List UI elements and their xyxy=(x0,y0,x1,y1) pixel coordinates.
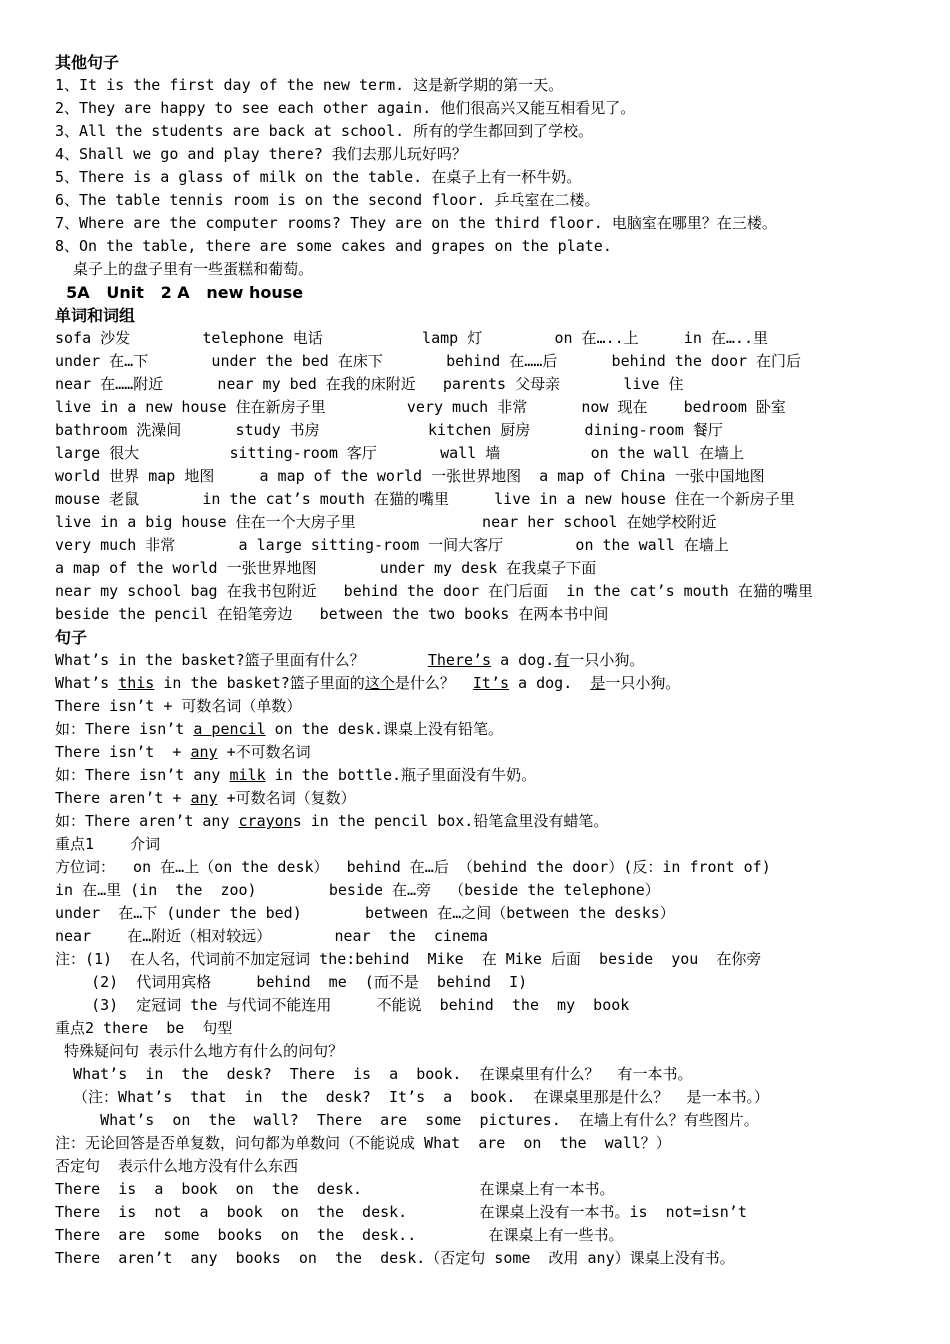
underlined-text: any xyxy=(190,743,218,761)
text-span: +可数名词（复数） xyxy=(217,789,356,807)
vocab-line: a map of the world 一张世界地图 under my desk 在我桌子下面 xyxy=(55,559,597,577)
grammar-line: 重点1 介词 xyxy=(55,835,161,853)
vocab-line: sofa 沙发 telephone 电话 lamp 灯 on 在…..上 in 在…..里 xyxy=(55,329,768,347)
grammar-line: （注：What’s that in the desk? It’s a book. 在课桌里那是什么？ 是一本书。） xyxy=(55,1088,770,1106)
text-span: 一只小狗。 xyxy=(569,651,645,669)
grammar-line: 否定句 表示什么地方没有什么东西 xyxy=(55,1157,299,1175)
text-span: There isn’t + xyxy=(55,743,191,761)
section-title-other-sentences: 其他句子 xyxy=(55,53,120,72)
text-span: What’s xyxy=(55,674,119,692)
unit-title: 5A Unit 2 A new house xyxy=(55,283,304,302)
grammar-line: There aren’t any books on the desk.（否定句 some 改用 any）课桌上没有书。 xyxy=(55,1249,735,1267)
sentence-line xyxy=(55,649,935,672)
grammar-line: 特殊疑问句 表示什么地方有什么的问句？ xyxy=(55,1042,344,1060)
sentence-line: 5、There is a glass of milk on the table. 在桌子上有一杯牛奶。 xyxy=(55,168,582,186)
vocab-line: mouse 老鼠 in the cat’s mouth 在猫的嘴里 live in a new house 住在一个新房子里 xyxy=(55,490,795,508)
text-span: +不可数名词 xyxy=(217,743,311,761)
vocab-line: world 世界 map 地图 a map of the world 一张世界地图 a map of China 一张中国地图 xyxy=(55,467,765,485)
text-span: in the basket?篮子里面的 xyxy=(154,674,365,692)
underlined-text: crayon xyxy=(238,812,293,830)
grammar-line: near 在…附近（相对较远） near the cinema xyxy=(55,927,489,945)
vocab-line: large 很大 sitting-room 客厅 wall 墙 on the wall 在墙上 xyxy=(55,444,744,462)
text-span: 如：There isn’t xyxy=(55,720,194,738)
text-span: a dog. xyxy=(491,651,555,669)
grammar-line: What’s on the wall? There are some pictures. 在墙上有什么？有些图片。 xyxy=(55,1111,759,1129)
underlined-text: 有 xyxy=(554,651,570,669)
sentence-line: 7、Where are the computer rooms? They are on the third floor. 电脑室在哪里？在三楼。 xyxy=(55,214,777,232)
grammar-line: in 在…里 (in the zoo) beside 在…旁 （beside the telephone） xyxy=(55,881,660,899)
text-span: 是什么？ xyxy=(394,674,473,692)
vocab-line: near my school bag 在我书包附近 behind the door 在门后面 in the cat’s mouth 在猫的嘴里 xyxy=(55,582,813,600)
text-span: in the bottle.瓶子里面没有牛奶。 xyxy=(265,766,537,784)
vocab-line: live in a new house 住在新房子里 very much 非常 now 现在 bedroom 卧室 xyxy=(55,398,786,416)
vocab-line: beside the pencil 在铅笔旁边 between the two books 在两本书中间 xyxy=(55,605,609,623)
sentence-line xyxy=(55,810,935,833)
grammar-line: 重点2 there be 句型 xyxy=(55,1019,233,1037)
vocab-line: near 在……附近 near my bed 在我的床附近 parents 父母亲 live 住 xyxy=(55,375,684,393)
text-span: s in the pencil box.铅笔盒里没有蜡笔。 xyxy=(292,812,609,830)
sentence-line: 6、The table tennis room is on the second floor. 乒乓室在二楼。 xyxy=(55,191,600,209)
sentence-line: 1、It is the first day of the new term. 这是新学期的第一天。 xyxy=(55,76,564,94)
text-span: 如：There aren’t any xyxy=(55,812,239,830)
underlined-text: any xyxy=(190,789,218,807)
sentence-line: 3、All the students are back at school. 所有的学生都回到了学校。 xyxy=(55,122,594,140)
text-span: What’s in the basket?篮子里面有什么？ xyxy=(55,651,428,669)
underlined-text: a pencil xyxy=(193,720,266,738)
grammar-line: There is a book on the desk. 在课桌上有一本书。 xyxy=(55,1180,615,1198)
sentence-line xyxy=(55,672,935,695)
grammar-line: under 在…下 (under the bed) between 在…之间（between the desks） xyxy=(55,904,675,922)
underlined-text: this xyxy=(118,674,155,692)
vocab-line: under 在…下 under the bed 在床下 behind 在……后 behind the door 在门后 xyxy=(55,352,802,370)
document-page xyxy=(55,51,935,1270)
grammar-line: There are some books on the desk.. 在课桌上有一些书。 xyxy=(55,1226,624,1244)
sentence-line xyxy=(55,787,935,810)
sentence-line: 4、Shall we go and play there? 我们去那儿玩好吗？ xyxy=(55,145,467,163)
vocab-line: bathroom 洗澡间 study 书房 kitchen 厨房 dining-room 餐厅 xyxy=(55,421,723,439)
grammar-line: 注：(1) 在人名，代词前不加定冠词 the:behind Mike 在 Mike 后面 beside you 在你旁 xyxy=(55,950,762,968)
vocab-line: live in a big house 住在一个大房子里 near her school 在她学校附近 xyxy=(55,513,717,531)
underlined-text: There’s xyxy=(427,651,492,669)
text-span: 如：There isn’t any xyxy=(55,766,230,784)
sentence-line: 桌子上的盘子里有一些蛋糕和葡萄。 xyxy=(55,260,314,278)
sentences-heading: 句子 xyxy=(55,628,88,647)
sentence-line xyxy=(55,718,935,741)
grammar-line: What’s in the desk? There is a book. 在课桌里有什么？ 有一本书。 xyxy=(55,1065,693,1083)
grammar-line: (3) 定冠词 the 与代词不能连用 不能说 behind the my book xyxy=(55,996,630,1014)
text-span: a dog. xyxy=(509,674,591,692)
sentence-line: 8、On the table, there are some cakes and grapes on the plate. xyxy=(55,237,612,255)
vocab-line: very much 非常 a large sitting-room 一间大客厅 on the wall 在墙上 xyxy=(55,536,729,554)
grammar-line: There is not a book on the desk. 在课桌上没有一本书。is not=isn’t xyxy=(55,1203,747,1221)
grammar-line: 方位词： on 在…上（on the desk） behind 在…后 （behind the door）(反：in front of) xyxy=(55,858,771,876)
text-span: There aren’t + xyxy=(55,789,191,807)
underlined-text: It’s xyxy=(472,674,510,692)
underlined-text: milk xyxy=(229,766,266,784)
sentence-line xyxy=(55,741,935,764)
text-span: 一只小狗。 xyxy=(605,674,681,692)
grammar-line: 注：无论回答是否单复数，问句都为单数问（不能说成 What are on the wall？） xyxy=(55,1134,671,1152)
text-span: on the desk.课桌上没有铅笔。 xyxy=(265,720,504,738)
vocab-heading: 单词和词组 xyxy=(55,306,136,325)
sentence-line: 2、They are happy to see each other again. 他们很高兴又能互相看见了。 xyxy=(55,99,636,117)
sentence-line: There isn’t + 可数名词（单数） xyxy=(55,697,302,715)
sentence-line xyxy=(55,764,935,787)
underlined-text: 这个 xyxy=(364,674,395,692)
grammar-line: (2) 代词用宾格 behind me (而不是 behind I) xyxy=(55,973,528,991)
underlined-text: 是 xyxy=(590,674,606,692)
